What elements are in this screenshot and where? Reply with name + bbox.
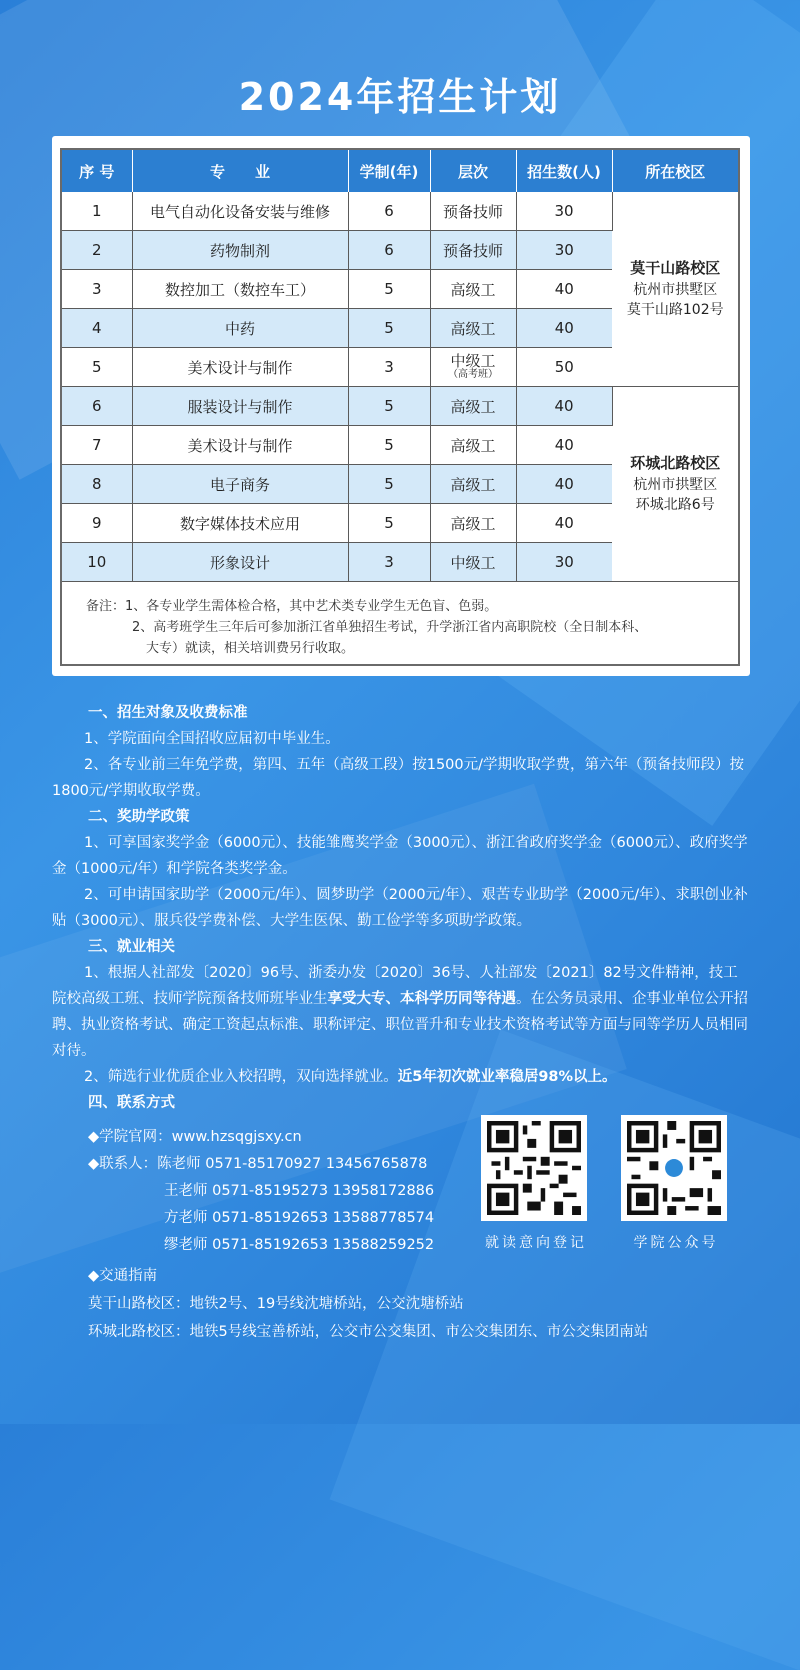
traffic-heading: ◆交通指南 [88,1268,158,1284]
cell-level: 预备技师 [430,192,516,231]
contact-row [88,1151,434,1178]
cell-major: 服装设计与制作 [132,387,348,426]
paragraph [52,1064,752,1090]
header-major: 专 业 [132,150,348,192]
paragraph: 2、各专业前三年免学费，第四、五年（高级工段）按1500元/学期收取学费，第六年（预备技师段）按1800元/学期收取学费。 [52,757,745,799]
cell-years: 5 [348,270,430,309]
cell-years: 5 [348,387,430,426]
section-heading: 三、就业相关 [88,939,175,955]
cell-years: 5 [348,465,430,504]
cell-no: 3 [62,270,132,309]
cell-no: 1 [62,192,132,231]
cell-count: 40 [516,387,612,426]
contact-entry: 王老师 0571-85195273 13958172886 [164,1183,435,1199]
cell-count: 50 [516,348,612,387]
cell-years: 5 [348,309,430,348]
cell-level: 中级工 [430,543,516,582]
campus-name: 环城北路校区 [630,453,721,472]
qr-caption: 学院公众号 [633,1235,719,1251]
text-span: 。在公务员录用、企事业单位公开招聘、执业资格考试、确定工资起点标准、职称评定、职位晋升和专业技术资格考试等方面与同等学历人员相同对待。 [52,991,748,1059]
cell-level: 高级工 [430,309,516,348]
campus-address: 环城北路6号 [635,496,715,513]
paragraph: 1、可享国家奖学金（6000元）、技能雏鹰奖学金（3000元）、浙江省政府奖学金（6000元）、政府奖学金（1000元/年）和学院各类奖学金。 [52,835,748,877]
qr-code-icon [487,1121,581,1215]
cell-years: 5 [348,426,430,465]
plan-frame [60,148,740,666]
paragraph: 1、学院面向全国招收应届初中毕业生。 [84,731,340,747]
section-heading: 四、联系方式 [88,1095,175,1111]
campus-huancheng [612,387,738,582]
page-title: 2024年招生计划 [238,75,562,119]
cell-years: 6 [348,192,430,231]
traffic-route: 环城北路校区：地铁5号线宝善桥站，公交市公交集团、市公交集团东、市公交集团南站 [88,1324,649,1340]
note-1: 备注：1、各专业学生需体检合格，其中艺术类专业学生无色盲、色弱。 [86,599,498,614]
cell-level: 高级工 [430,387,516,426]
traffic-route: 莫干山路校区：地铁2号、19号线沈塘桥站，公交沈塘桥站 [88,1296,464,1312]
contact-info [88,1124,434,1259]
cell-major: 美术设计与制作 [132,348,348,387]
campus-mogan [612,192,738,387]
level-subtext: （高考班） [448,368,498,380]
enrollment-table [62,150,738,582]
cell-major: 数字媒体技术应用 [132,504,348,543]
cell-major: 数控加工（数控车工） [132,270,348,309]
text-span: 1、根据人社部发〔2020〕96号、浙委办发〔2020〕36号、人社部发〔2021〕82号文件精神，技工院校高级工班、技师学院预备技师班毕业生 [52,965,738,1007]
cell-no: 2 [62,231,132,270]
cell-level: 高级工 [430,465,516,504]
header-years: 学制(年) [348,150,430,192]
info-content [52,700,752,1116]
cell-major: 美术设计与制作 [132,426,348,465]
paragraph: 2、可申请国家助学（2000元/年）、圆梦助学（2000元/年）、艰苦专业助学（2000元/年）、求职创业补贴（3000元）、服兵役学费补偿、大学生医保、勤工俭学等多项助学政策。 [52,887,748,929]
cell-level: 预备技师 [430,231,516,270]
header-campus: 所在校区 [612,150,738,192]
cell-count: 30 [516,192,612,231]
contact-entry: 陈老师 0571-85170927 13456765878 [157,1156,428,1172]
cell-major: 电子商务 [132,465,348,504]
cell-no: 8 [62,465,132,504]
cell-level: 高级工 [430,426,516,465]
header-no: 序 号 [62,150,132,192]
campus-address: 杭州市拱墅区 [633,476,718,493]
cell-major: 药物制剂 [132,231,348,270]
cell-years: 6 [348,231,430,270]
cell-no: 9 [62,504,132,543]
section-heading: 二、奖助学政策 [88,809,190,825]
qr-code-icon [627,1121,721,1215]
cell-level [430,348,516,387]
emphasis-text: 近5年初次就业率稳居98%以上。 [397,1069,617,1085]
table-row [62,387,738,426]
paragraph [52,960,752,1064]
header-level: 层次 [430,150,516,192]
cell-no: 7 [62,426,132,465]
traffic-guide [88,1262,648,1346]
cell-count: 40 [516,504,612,543]
cell-count: 40 [516,309,612,348]
table-notes [86,596,726,659]
table-row [62,192,738,231]
contact-label: ◆联系人： [88,1156,158,1172]
cell-no: 5 [62,348,132,387]
cell-no: 10 [62,543,132,582]
cell-count: 40 [516,270,612,309]
qr-code-registration[interactable] [481,1115,587,1221]
cell-level: 高级工 [430,270,516,309]
cell-major: 中药 [132,309,348,348]
note-2: 2、高考班学生三年后可参加浙江省单独招生考试，升学浙江省内高职院校（全日制本科、 [132,620,648,635]
cell-level: 高级工 [430,504,516,543]
logo-icon [665,1159,683,1177]
qr-caption: 就读意向登记 [485,1235,587,1251]
level-text: 中级工 [450,351,496,370]
cell-years: 3 [348,348,430,387]
section-heading: 一、招生对象及收费标准 [88,705,248,721]
contact-entry: 缪老师 0571-85192653 13588259252 [164,1237,435,1253]
table-header-row [62,150,738,192]
cell-major: 电气自动化设备安装与维修 [132,192,348,231]
emphasis-text: 享受大专、本科学历同等待遇 [327,991,516,1007]
header-count: 招生数(人) [516,150,612,192]
contact-entry: 方老师 0571-85192653 13588778574 [164,1210,435,1226]
website[interactable]: ◆学院官网：www.hzsqgjsxy.cn [88,1129,302,1145]
cell-count: 30 [516,231,612,270]
cell-years: 3 [348,543,430,582]
text-span: 2、筛选行业优质企业入校招聘，双向选择就业。 [84,1069,398,1085]
campus-address: 莫干山路102号 [626,301,724,318]
cell-count: 40 [516,426,612,465]
cell-years: 5 [348,504,430,543]
note-2-cont: 大专）就读，相关培训费另行收取。 [146,641,355,656]
campus-name: 莫干山路校区 [630,258,721,277]
campus-address: 杭州市拱墅区 [633,281,718,298]
cell-count: 30 [516,543,612,582]
plan-panel [52,136,750,676]
cell-count: 40 [516,465,612,504]
cell-no: 6 [62,387,132,426]
cell-no: 4 [62,309,132,348]
qr-code-official-account[interactable] [621,1115,727,1221]
cell-major: 形象设计 [132,543,348,582]
